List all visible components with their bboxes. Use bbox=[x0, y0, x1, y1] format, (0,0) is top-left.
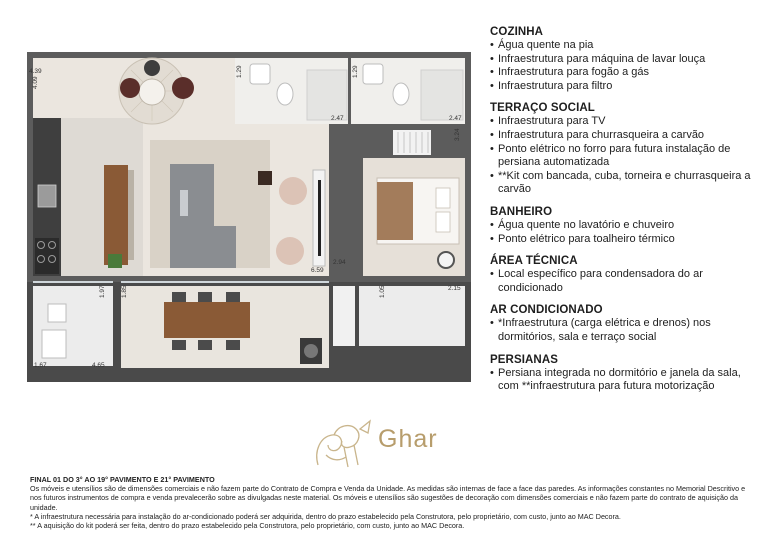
tv-screen bbox=[318, 180, 321, 256]
dimension-label: 1.29 bbox=[236, 65, 243, 78]
spec-item: • Infraestrutura para máquina de lavar louça bbox=[490, 53, 762, 67]
dining-table bbox=[139, 79, 165, 105]
spec-section-title: COZINHA bbox=[490, 26, 544, 38]
bedroom-pouf bbox=[438, 252, 454, 268]
bathroom-shower bbox=[421, 70, 463, 120]
spec-item: • Infraestrutura para TV bbox=[490, 115, 762, 129]
spec-section-title: AR CONDICIONADO bbox=[490, 304, 603, 317]
spec-list bbox=[490, 219, 762, 246]
spec-section-title: BANHEIRO bbox=[490, 205, 553, 218]
spec-item: • Infraestrutura para filtro bbox=[490, 80, 762, 94]
dimension-label: 6.59 bbox=[311, 267, 324, 274]
dimension-label: 1.85 bbox=[121, 285, 128, 298]
terrace-table bbox=[164, 302, 250, 338]
spec-item: • Persiana integrada no dormitório e janela da sala, com **infraestrutura para futura motorização bbox=[490, 367, 762, 394]
coffee-table bbox=[258, 171, 272, 185]
spec-list bbox=[490, 317, 762, 344]
spec-item: • Ponto elétrico para toalheiro térmico bbox=[490, 233, 762, 247]
washer bbox=[42, 330, 66, 358]
dimension-label: 4.09 bbox=[32, 76, 39, 89]
spec-item: • **Kit com bancada, cuba, torneira e churrasqueira a carvão bbox=[490, 170, 762, 197]
spec-list bbox=[490, 115, 762, 197]
bedroom-terrace bbox=[359, 286, 465, 346]
tank bbox=[48, 304, 66, 322]
spec-section bbox=[490, 102, 762, 197]
spec-list bbox=[490, 268, 762, 295]
kitchen-island bbox=[104, 165, 128, 265]
dimension-label: 2.15 bbox=[448, 285, 461, 292]
spec-item: • Água quente no lavatório e chuveiro bbox=[490, 219, 762, 233]
dining-chair bbox=[172, 77, 194, 99]
footnote-line: Os móveis e utensílios são de dimensões comerciais e não fazem parte do Contrato de Compra e Venda da Unidade. As medidas são internas de face a face das paredes. As informações constantes no Memorial Descritivo e nos futuros instrumentos de compra e venda prevalecerão sobre as divulgadas neste material. Os móveis e utensílios são sugestões de decoração com dimensões comerciais e não fazem parte do contrato de aquisição da unidade. bbox=[30, 484, 746, 512]
dimension-label: 2.47 bbox=[449, 115, 462, 122]
spec-section bbox=[490, 255, 762, 295]
armchair bbox=[276, 237, 304, 265]
dimension-label: 1.05 bbox=[379, 285, 386, 298]
spec-item: • *Infraestrutura (carga elétrica e drenos) nos dormitórios, sala e terraço social bbox=[490, 317, 762, 344]
spec-item: • Infraestrutura para churrasqueira a carvão bbox=[490, 129, 762, 143]
footnote-line: ** A aquisição do kit poderá ser feita, dentro do prazo estabelecido pela Construtora, pelo proprietário, com custo, junto ao MAC Decora. bbox=[30, 521, 465, 531]
bed-blanket bbox=[377, 182, 413, 240]
technical-area bbox=[333, 286, 355, 346]
logo-text: Ghar bbox=[378, 425, 438, 453]
dimension-label: 2.47 bbox=[331, 115, 344, 122]
spec-section-title: ÁREA TÉCNICA bbox=[490, 255, 578, 268]
plant-pot bbox=[108, 254, 122, 268]
bbq-grill-top bbox=[304, 344, 318, 358]
spec-section bbox=[490, 304, 762, 344]
spec-item: • Água quente na pia bbox=[490, 39, 762, 53]
spec-item: • Infraestrutura para fogão a gás bbox=[490, 66, 762, 80]
armchair bbox=[279, 177, 307, 205]
dimension-label: 3.24 bbox=[454, 128, 461, 141]
dining-chair bbox=[120, 78, 140, 98]
toilet bbox=[277, 83, 293, 105]
footnote-line: * A infraestrutura necessária para instalação do ar-condicionado poderá ser adquirida, dentro do prazo estabelecido pela Construtora, pelo proprietário, com custo, junto ao MAC Decora. bbox=[30, 511, 621, 521]
spec-section bbox=[490, 354, 762, 394]
dimension-label: 4.39 bbox=[29, 68, 42, 75]
pillow bbox=[436, 212, 450, 232]
closet bbox=[393, 130, 431, 155]
pillow bbox=[436, 188, 450, 208]
dimension-label: 1.67 bbox=[34, 362, 47, 369]
spec-section bbox=[490, 206, 762, 246]
specs-panel bbox=[490, 26, 762, 403]
spec-list bbox=[490, 39, 762, 93]
spec-section-title: TERRAÇO SOCIAL bbox=[490, 102, 595, 115]
kitchen-island-top bbox=[128, 170, 134, 260]
toilet bbox=[393, 83, 409, 105]
dimension-label: 4.65 bbox=[92, 362, 105, 369]
sofa-cushion bbox=[180, 190, 188, 216]
spec-section-title: PERSIANAS bbox=[490, 353, 558, 366]
dining-chair bbox=[144, 60, 160, 76]
dimension-label: 1.97 bbox=[99, 285, 106, 298]
dimension-label: 1.29 bbox=[352, 65, 359, 78]
footnotes bbox=[30, 475, 752, 530]
washbasin bbox=[250, 64, 270, 84]
washbasin bbox=[363, 64, 383, 84]
spec-item: • Local específico para condensadora do ar condicionado bbox=[490, 268, 762, 295]
kitchen-sink bbox=[38, 185, 56, 207]
footnote-title: FINAL 01 DO 3° AO 19° PAVIMENTO E 21° PAVIMENTO bbox=[30, 475, 215, 484]
bathroom-shower bbox=[307, 70, 347, 120]
spec-item: • Ponto elétrico no forro para futura instalação de persiana automatizada bbox=[490, 143, 762, 170]
spec-section bbox=[490, 26, 762, 93]
dimension-label: 2.94 bbox=[333, 259, 346, 266]
spec-list bbox=[490, 367, 762, 394]
